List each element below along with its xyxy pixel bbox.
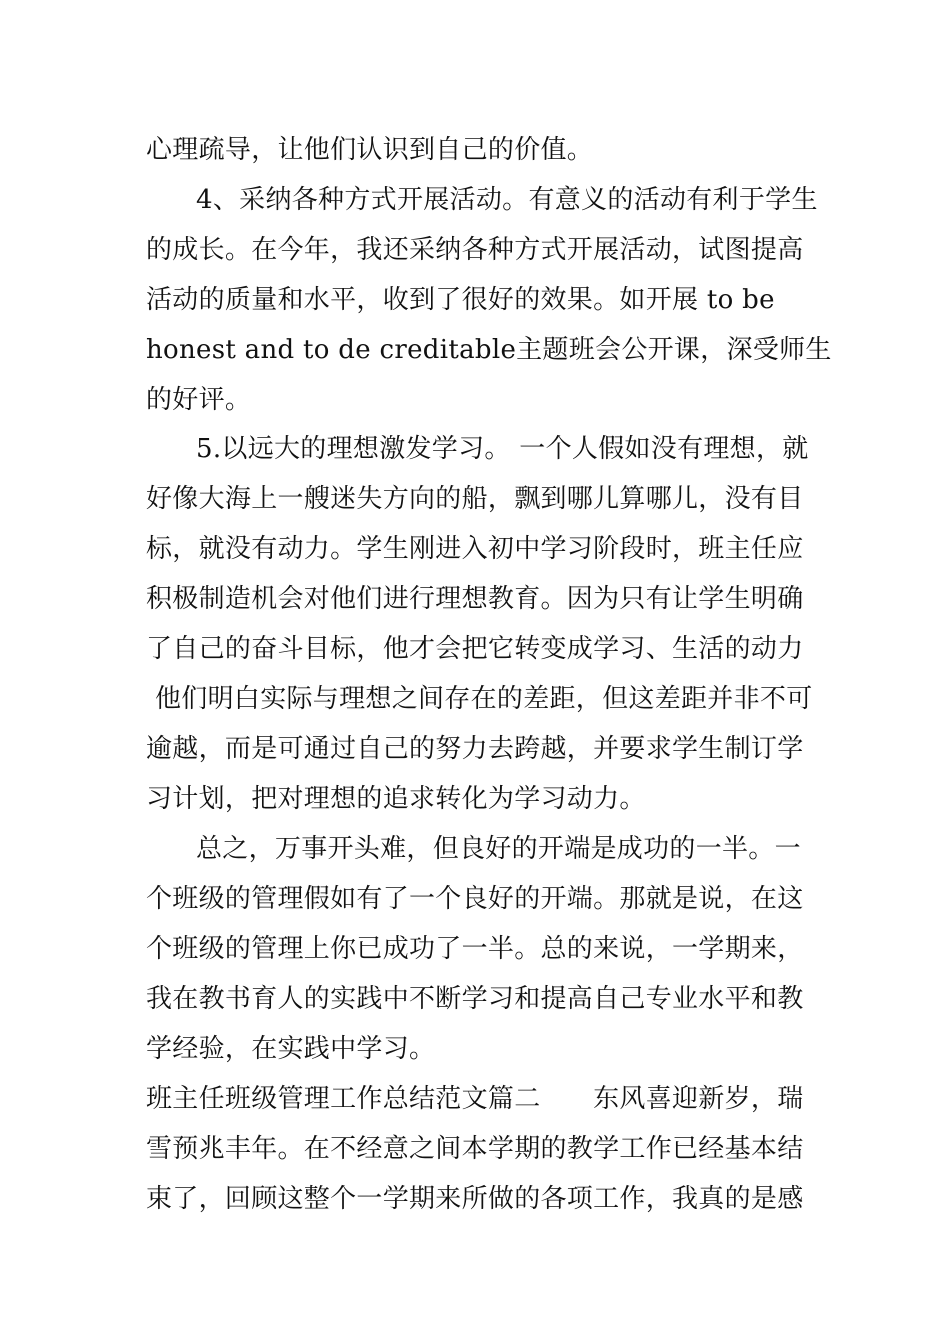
text-line: 逾越，而是可通过自己的努力去跨越，并要求学生制订学 bbox=[146, 734, 804, 764]
text-line: 积极制造机会对他们进行理想教育。因为只有让学生明确 bbox=[146, 584, 804, 614]
text-line: 5.以远大的理想激发学习。 一个人假如没有理想，就 bbox=[196, 434, 809, 464]
text-line: 雪预兆丰年。在不经意之间本学期的教学工作已经基本结 bbox=[146, 1134, 804, 1164]
text-line: 了自己的奋斗目标，他才会把它转变成学习、生活的动力 bbox=[146, 634, 804, 664]
text-line: 心理疏导，让他们认识到自己的价值。 bbox=[146, 135, 594, 165]
text-line: 活动的质量和水平，收到了很好的效果。如开展 to be bbox=[146, 285, 775, 315]
text-line: honest and to de creditable主题班会公开课，深受师生 bbox=[146, 335, 832, 365]
text-line: 个班级的管理上你已成功了一半。总的来说，一学期来， bbox=[146, 934, 804, 964]
text-line: 学经验，在实践中学习。 bbox=[146, 1034, 436, 1064]
text-line: 他们明白实际与理想之间存在的差距，但这差距并非不可 bbox=[155, 684, 813, 714]
text-line: 4、采纳各种方式开展活动。有意义的活动有利于学生 bbox=[196, 185, 818, 215]
text-line: 总之，万事开头难，但良好的开端是成功的一半。一 bbox=[196, 834, 801, 864]
text-line: 标，就没有动力。学生刚进入初中学习阶段时，班主任应 bbox=[146, 534, 804, 564]
text-line: 的好评。 bbox=[146, 385, 252, 415]
text-line: 个班级的管理假如有了一个良好的开端。那就是说，在这 bbox=[146, 884, 804, 914]
section-heading-line: 班主任班级管理工作总结范文篇二 东风喜迎新岁，瑞 bbox=[146, 1084, 804, 1114]
text-line: 好像大海上一艘迷失方向的船，飘到哪儿算哪儿，没有目 bbox=[146, 484, 804, 514]
text-line: 束了，回顾这整个一学期来所做的各项工作，我真的是感 bbox=[146, 1184, 804, 1214]
text-line: 习计划，把对理想的追求转化为学习动力。 bbox=[146, 784, 646, 814]
text-line: 我在教书育人的实践中不断学习和提高自己专业水平和教 bbox=[146, 984, 804, 1014]
text-line: 的成长。在今年，我还采纳各种方式开展活动，试图提高 bbox=[146, 235, 804, 265]
